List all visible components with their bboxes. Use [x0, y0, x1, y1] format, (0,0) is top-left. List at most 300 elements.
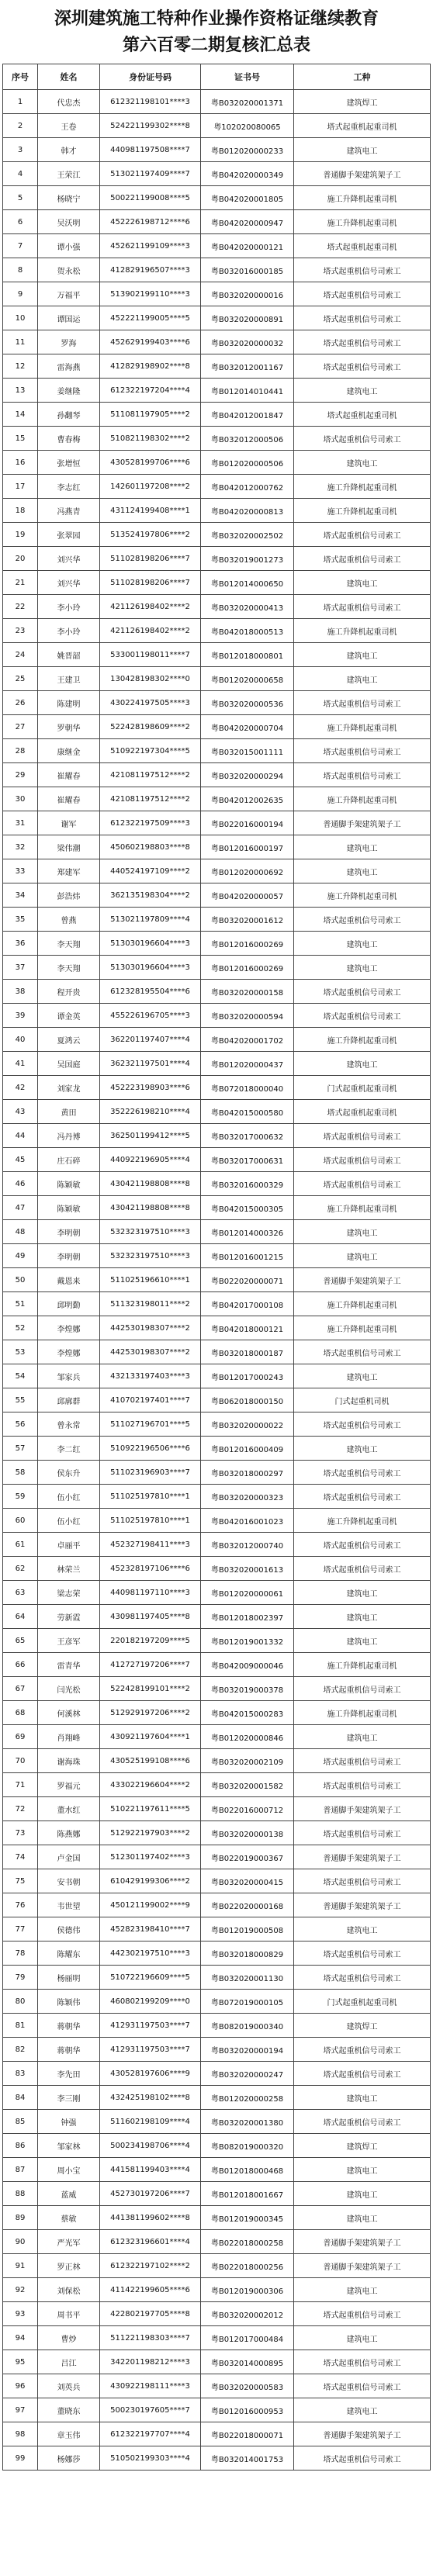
table-row: [3, 2254, 431, 2278]
cell-name: 代忠杰: [38, 90, 100, 114]
cell-job-type: 塔式起重机信号司索工: [294, 2038, 431, 2062]
cell-name: 罗福元: [38, 1773, 100, 1797]
cell-id-number: 512929197206****2: [100, 1701, 201, 1725]
cell-job-type: 塔式起重机信号司索工: [294, 258, 431, 282]
cell-job-type: 建筑电工: [294, 932, 431, 956]
cell-job-type: 施工升降机起重司机: [294, 475, 431, 499]
table-row: [3, 1052, 431, 1076]
cell-name: 黄田: [38, 1100, 100, 1124]
cell-job-type: 塔式起重机信号司索工: [294, 1124, 431, 1148]
cell-job-type: 塔式起重机信号司索工: [294, 2062, 431, 2086]
cell-id-number: 430528197606****9: [100, 2062, 201, 2086]
cell-name: 李小玲: [38, 619, 100, 643]
cell-id-number: 220182197209****5: [100, 1629, 201, 1653]
cell-job-type: 建筑电工: [294, 1629, 431, 1653]
cell-cert-number: 粤B042009000046: [201, 1653, 294, 1677]
cell-serial: 6: [3, 210, 38, 234]
cell-id-number: 441381199602****8: [100, 2206, 201, 2230]
cell-serial: 80: [3, 1990, 38, 2014]
table-row: [3, 715, 431, 739]
cell-id-number: 532323197510****3: [100, 1220, 201, 1244]
cell-name: 陈颖伟: [38, 1990, 100, 2014]
cell-job-type: 门式起重机起重司机: [294, 1076, 431, 1100]
cell-cert-number: 粤B032020000891: [201, 306, 294, 330]
cell-id-number: 432133197403****3: [100, 1364, 201, 1388]
cell-cert-number: 粤B062018000150: [201, 1388, 294, 1412]
cell-cert-number: 粤B032020000247: [201, 2062, 294, 2086]
table-row: [3, 1797, 431, 1821]
cell-name: 劳新霞: [38, 1605, 100, 1629]
table-row: [3, 859, 431, 883]
cell-name: 闫光松: [38, 1677, 100, 1701]
cell-id-number: 522428199101****2: [100, 1677, 201, 1701]
cell-job-type: 建筑电工: [294, 2398, 431, 2422]
table-row: [3, 1581, 431, 1605]
cell-serial: 70: [3, 1749, 38, 1773]
cell-serial: 89: [3, 2206, 38, 2230]
cell-name: 罗正林: [38, 2254, 100, 2278]
cell-job-type: 建筑电工: [294, 138, 431, 162]
cell-id-number: 511025197810****1: [100, 1485, 201, 1509]
cell-serial: 27: [3, 715, 38, 739]
cell-job-type: 塔式起重机信号司索工: [294, 2446, 431, 2471]
cell-cert-number: 粤B012020000258: [201, 2086, 294, 2110]
cell-serial: 50: [3, 1268, 38, 1292]
cell-serial: 83: [3, 2062, 38, 2086]
table-row: [3, 1725, 431, 1749]
cell-job-type: 塔式起重机信号司索工: [294, 427, 431, 451]
table-row: [3, 619, 431, 643]
cell-id-number: 452823198410****7: [100, 1917, 201, 1942]
cell-job-type: 建筑电工: [294, 379, 431, 403]
table-row: [3, 2326, 431, 2350]
cell-cert-number: 粤B022018000256: [201, 2254, 294, 2278]
cell-job-type: 普通脚手架建筑架子工: [294, 1268, 431, 1292]
cell-serial: 53: [3, 1340, 38, 1364]
table-row: [3, 1749, 431, 1773]
table-row: [3, 787, 431, 811]
cell-name: 梁志荣: [38, 1581, 100, 1605]
cell-cert-number: 粤B012016000269: [201, 956, 294, 980]
cell-name: 王建卫: [38, 667, 100, 691]
cell-cert-number: 粤B042012002635: [201, 787, 294, 811]
cell-cert-number: 粤B012016000953: [201, 2398, 294, 2422]
cell-job-type: 普通脚手架建筑架子工: [294, 1797, 431, 1821]
table-row: [3, 2350, 431, 2374]
cell-serial: 84: [3, 2086, 38, 2110]
cell-id-number: 513021197409****7: [100, 162, 201, 186]
cell-name: 梁伟潮: [38, 835, 100, 859]
cell-serial: 62: [3, 1557, 38, 1581]
table-body: [3, 90, 431, 2471]
cell-job-type: 建筑电工: [294, 643, 431, 667]
cell-job-type: 塔式起重机信号司索工: [294, 691, 431, 715]
cell-cert-number: 粤B032020002109: [201, 1749, 294, 1773]
cell-serial: 11: [3, 330, 38, 354]
cell-cert-number: 粤B032012000506: [201, 427, 294, 451]
cell-cert-number: 粤B012020000658: [201, 667, 294, 691]
cell-name: 刘家龙: [38, 1076, 100, 1100]
cell-serial: 34: [3, 883, 38, 908]
cell-id-number: 452221199005****5: [100, 306, 201, 330]
cell-name: 韦世望: [38, 1893, 100, 1917]
table-row: [3, 451, 431, 475]
cell-cert-number: 粤B032020001130: [201, 1966, 294, 1990]
cell-name: 邱廓群: [38, 1388, 100, 1412]
table-row: [3, 330, 431, 354]
cell-job-type: 建筑电工: [294, 2158, 431, 2182]
cell-serial: 92: [3, 2278, 38, 2302]
cell-cert-number: 粤B012018000801: [201, 643, 294, 667]
cell-name: 王彦军: [38, 1629, 100, 1653]
table-row: [3, 1653, 431, 1677]
cell-serial: 4: [3, 162, 38, 186]
cell-job-type: 建筑电工: [294, 1917, 431, 1942]
cell-serial: 1: [3, 90, 38, 114]
cell-serial: 51: [3, 1292, 38, 1316]
table-row: [3, 2206, 431, 2230]
table-row: [3, 883, 431, 908]
cell-cert-number: 粤B042015000305: [201, 1196, 294, 1220]
cell-serial: 69: [3, 1725, 38, 1749]
cell-id-number: 452629199403****6: [100, 330, 201, 354]
table-row: [3, 186, 431, 210]
cell-name: 陈耀东: [38, 1942, 100, 1966]
cell-cert-number: 粤B032020000016: [201, 282, 294, 306]
cell-name: 杨晓宁: [38, 186, 100, 210]
cell-serial: 61: [3, 1533, 38, 1557]
cell-cert-number: 粤B042020001805: [201, 186, 294, 210]
table-row: [3, 1990, 431, 2014]
cell-serial: 16: [3, 451, 38, 475]
cell-id-number: 432425198102****8: [100, 2086, 201, 2110]
cell-name: 韩才: [38, 138, 100, 162]
cell-cert-number: 粤B012019000306: [201, 2278, 294, 2302]
cell-cert-number: 粤B042020000947: [201, 210, 294, 234]
table-row: [3, 2230, 431, 2254]
cell-job-type: 塔式起重机信号司索工: [294, 980, 431, 1004]
cell-job-type: 施工升降机起重司机: [294, 1509, 431, 1533]
cell-name: 陈颖敏: [38, 1172, 100, 1196]
cell-id-number: 440981197110****3: [100, 1581, 201, 1605]
cell-job-type: 施工升降机起重司机: [294, 1028, 431, 1052]
cell-job-type: 建筑电工: [294, 2278, 431, 2302]
cell-job-type: 建筑电工: [294, 1581, 431, 1605]
cell-serial: 95: [3, 2350, 38, 2374]
cell-id-number: 440922196905****4: [100, 1148, 201, 1172]
table-row: [3, 1220, 431, 1244]
cell-id-number: 452223198903****6: [100, 1076, 201, 1100]
cell-cert-number: 粤B032020000594: [201, 1004, 294, 1028]
table-row: [3, 1148, 431, 1172]
cell-serial: 44: [3, 1124, 38, 1148]
cell-name: 李志红: [38, 475, 100, 499]
cell-job-type: 塔式起重机信号司索工: [294, 2350, 431, 2374]
cell-cert-number: 粤B042020000349: [201, 162, 294, 186]
cell-serial: 46: [3, 1172, 38, 1196]
cell-cert-number: 粤B012020000506: [201, 451, 294, 475]
cell-job-type: 普通脚手架建筑架子工: [294, 811, 431, 835]
title-line-1: 深圳建筑施工特种作业操作资格证继续教育: [54, 9, 379, 29]
cell-cert-number: 粤B032018000297: [201, 1461, 294, 1485]
cell-serial: 60: [3, 1509, 38, 1533]
table-row: [3, 1557, 431, 1581]
cell-id-number: 612322197204****4: [100, 379, 201, 403]
cell-id-number: 410702197401****7: [100, 1388, 201, 1412]
cell-job-type: 塔式起重机信号司索工: [294, 2302, 431, 2326]
cell-cert-number: 粤B042020000121: [201, 234, 294, 258]
cell-name: 姜继隆: [38, 379, 100, 403]
table-row: [3, 2446, 431, 2471]
table-row: [3, 2422, 431, 2446]
cell-cert-number: 粤B032020000022: [201, 1412, 294, 1437]
cell-job-type: 施工升降机起重司机: [294, 883, 431, 908]
table-row: [3, 1004, 431, 1028]
cell-id-number: 362135198304****2: [100, 883, 201, 908]
cell-id-number: 450602198803****8: [100, 835, 201, 859]
cell-name: 李煌娜: [38, 1316, 100, 1340]
cell-name: 陈建明: [38, 691, 100, 715]
cell-job-type: 塔式起重机信号司索工: [294, 1172, 431, 1196]
table-row: [3, 1845, 431, 1869]
cell-id-number: 421081197512****2: [100, 787, 201, 811]
cell-cert-number: 粤B032020000415: [201, 1869, 294, 1893]
table-row: [3, 1893, 431, 1917]
header-name: 姓名: [38, 64, 100, 90]
cell-cert-number: 粤B022016000712: [201, 1797, 294, 1821]
header-serial: 序号: [3, 64, 38, 90]
cell-id-number: 452226198712****6: [100, 210, 201, 234]
cell-id-number: 412727197206****7: [100, 1653, 201, 1677]
cell-serial: 19: [3, 523, 38, 547]
cell-serial: 14: [3, 403, 38, 427]
table-row: [3, 1942, 431, 1966]
table-row: [3, 2134, 431, 2158]
cell-serial: 39: [3, 1004, 38, 1028]
table-row: [3, 499, 431, 523]
cell-job-type: 施工升降机起重司机: [294, 499, 431, 523]
cell-cert-number: 粤B032020001371: [201, 90, 294, 114]
cell-serial: 78: [3, 1942, 38, 1966]
cell-job-type: 塔式起重机信号司索工: [294, 547, 431, 571]
cell-job-type: 建筑电工: [294, 2086, 431, 2110]
cell-id-number: 612328195504****6: [100, 980, 201, 1004]
cell-id-number: 452621199109****3: [100, 234, 201, 258]
cell-id-number: 342201198212****3: [100, 2350, 201, 2374]
cell-id-number: 441581199403****4: [100, 2158, 201, 2182]
cell-cert-number: 粤B032014000895: [201, 2350, 294, 2374]
table-row: [3, 1340, 431, 1364]
table-row: [3, 1292, 431, 1316]
cell-name: 崔耀春: [38, 763, 100, 787]
table-row: [3, 2278, 431, 2302]
cell-job-type: 塔式起重机信号司索工: [294, 282, 431, 306]
cell-cert-number: 粤B032019000378: [201, 1677, 294, 1701]
cell-id-number: 511025197810****1: [100, 1509, 201, 1533]
cell-id-number: 412829198902****8: [100, 354, 201, 379]
cell-id-number: 352226198210****4: [100, 1100, 201, 1124]
cell-name: 钟强: [38, 2110, 100, 2134]
cell-cert-number: 粤B032016000185: [201, 258, 294, 282]
cell-serial: 93: [3, 2302, 38, 2326]
cell-name: 罗海: [38, 330, 100, 354]
cell-job-type: 施工升降机起重司机: [294, 1196, 431, 1220]
cell-name: 侯东升: [38, 1461, 100, 1485]
cell-id-number: 524221199302****8: [100, 114, 201, 138]
table-row: [3, 1966, 431, 1990]
cell-serial: 96: [3, 2374, 38, 2398]
cell-serial: 24: [3, 643, 38, 667]
cell-cert-number: 粤B032020000536: [201, 691, 294, 715]
cell-id-number: 442530198307****2: [100, 1340, 201, 1364]
cell-id-number: 362201197407****4: [100, 1028, 201, 1052]
table-row: [3, 258, 431, 282]
cell-serial: 98: [3, 2422, 38, 2446]
cell-cert-number: 粤B032020001612: [201, 908, 294, 932]
cell-cert-number: 粤B042020000813: [201, 499, 294, 523]
cell-job-type: 塔式起重机信号司索工: [294, 1966, 431, 1990]
cell-serial: 82: [3, 2038, 38, 2062]
cell-serial: 79: [3, 1966, 38, 1990]
table-row: [3, 1605, 431, 1629]
cell-job-type: 建筑电工: [294, 1052, 431, 1076]
table-row: [3, 90, 431, 114]
cell-cert-number: 粤B032020001582: [201, 1773, 294, 1797]
cell-cert-number: 粤B012016000269: [201, 932, 294, 956]
cell-name: 杨娜莎: [38, 2446, 100, 2471]
cell-cert-number: 粤B012014000650: [201, 571, 294, 595]
header-job-type: 工种: [294, 64, 431, 90]
table-row: [3, 956, 431, 980]
cell-name: 邱明勤: [38, 1292, 100, 1316]
cell-name: 严光军: [38, 2230, 100, 2254]
cell-name: 李小玲: [38, 595, 100, 619]
cell-id-number: 512301197402****3: [100, 1845, 201, 1869]
cell-serial: 36: [3, 932, 38, 956]
cell-id-number: 433022196604****2: [100, 1773, 201, 1797]
cell-job-type: 塔式起重机起重司机: [294, 114, 431, 138]
table-row: [3, 475, 431, 499]
cell-id-number: 513030196604****3: [100, 956, 201, 980]
cell-name: 孙翻琴: [38, 403, 100, 427]
cell-id-number: 450121199002****9: [100, 1893, 201, 1917]
table-row: [3, 1244, 431, 1268]
cell-cert-number: 粤B032020000294: [201, 763, 294, 787]
table-row: [3, 2374, 431, 2398]
cell-serial: 87: [3, 2158, 38, 2182]
table-row: [3, 980, 431, 1004]
cell-cert-number: 粤B042012000762: [201, 475, 294, 499]
cell-id-number: 512922197903****2: [100, 1821, 201, 1845]
cell-cert-number: 粤B022018000258: [201, 2230, 294, 2254]
cell-job-type: 普通脚手架建筑架子工: [294, 2230, 431, 2254]
table-row: [3, 1028, 431, 1052]
cell-name: 谢军: [38, 811, 100, 835]
cell-serial: 68: [3, 1701, 38, 1725]
cell-name: 周书平: [38, 2302, 100, 2326]
cell-serial: 66: [3, 1653, 38, 1677]
cell-serial: 47: [3, 1196, 38, 1220]
cell-name: 郑建军: [38, 859, 100, 883]
table-row: [3, 427, 431, 451]
cell-serial: 97: [3, 2398, 38, 2422]
cell-job-type: 建筑电工: [294, 451, 431, 475]
cell-id-number: 500221199008****5: [100, 186, 201, 210]
cell-job-type: 塔式起重机信号司索工: [294, 306, 431, 330]
cell-name: 蓝威: [38, 2182, 100, 2206]
cell-id-number: 452328197106****6: [100, 1557, 201, 1581]
cell-cert-number: 粤B022016000194: [201, 811, 294, 835]
cell-id-number: 362321197501****4: [100, 1052, 201, 1076]
table-row: [3, 547, 431, 571]
cell-id-number: 442302197510****3: [100, 1942, 201, 1966]
table-row: [3, 2062, 431, 2086]
cell-cert-number: 粤B012016000409: [201, 1437, 294, 1461]
cell-serial: 5: [3, 186, 38, 210]
cell-cert-number: 粤B032018000187: [201, 1340, 294, 1364]
cell-id-number: 430421198808****8: [100, 1196, 201, 1220]
cell-name: 邹家兵: [38, 1364, 100, 1388]
cell-serial: 43: [3, 1100, 38, 1124]
cell-id-number: 510221197611****5: [100, 1797, 201, 1821]
cell-job-type: 塔式起重机信号司索工: [294, 1340, 431, 1364]
document-title: [0, 0, 433, 64]
cell-job-type: 普通脚手架建筑架子工: [294, 1893, 431, 1917]
table-row: [3, 138, 431, 162]
table-row: [3, 1268, 431, 1292]
table-row: [3, 1869, 431, 1893]
cell-name: 邹家林: [38, 2134, 100, 2158]
cell-cert-number: 粤102020080065: [201, 114, 294, 138]
table-row: [3, 908, 431, 932]
cell-name: 卓丽平: [38, 1533, 100, 1557]
cell-serial: 40: [3, 1028, 38, 1052]
cell-job-type: 门式起重机司机: [294, 1388, 431, 1412]
cell-name: 李明朝: [38, 1244, 100, 1268]
table-row: [3, 1124, 431, 1148]
cell-name: 蔡敏: [38, 2206, 100, 2230]
cell-id-number: 511028198206****7: [100, 571, 201, 595]
cell-serial: 67: [3, 1677, 38, 1701]
cell-name: 冯燕青: [38, 499, 100, 523]
cell-serial: 10: [3, 306, 38, 330]
cell-name: 李三刚: [38, 2086, 100, 2110]
table-row: [3, 835, 431, 859]
cell-name: 卢金国: [38, 1845, 100, 1869]
cell-cert-number: 粤B022020000168: [201, 1893, 294, 1917]
cell-job-type: 门式起重机起重司机: [294, 1990, 431, 2014]
cell-job-type: 塔式起重机信号司索工: [294, 739, 431, 763]
cell-name: 吕江: [38, 2350, 100, 2374]
cell-serial: 31: [3, 811, 38, 835]
cell-name: 彭浩炜: [38, 883, 100, 908]
cell-cert-number: 粤B012020000061: [201, 1581, 294, 1605]
cell-name: 夏鸿云: [38, 1028, 100, 1052]
cell-id-number: 421126198402****2: [100, 619, 201, 643]
cell-name: 雷青华: [38, 1653, 100, 1677]
table-header-row: [3, 64, 431, 90]
cell-job-type: 塔式起重机信号司索工: [294, 1749, 431, 1773]
cell-serial: 23: [3, 619, 38, 643]
cell-serial: 35: [3, 908, 38, 932]
cell-id-number: 522428198609****2: [100, 715, 201, 739]
cell-serial: 81: [3, 2014, 38, 2038]
cell-id-number: 511081197905****2: [100, 403, 201, 427]
cell-name: 冯丹博: [38, 1124, 100, 1148]
cell-name: 吴国庭: [38, 1052, 100, 1076]
cell-cert-number: 粤B012014000326: [201, 1220, 294, 1244]
cell-job-type: 施工升降机起重司机: [294, 1292, 431, 1316]
